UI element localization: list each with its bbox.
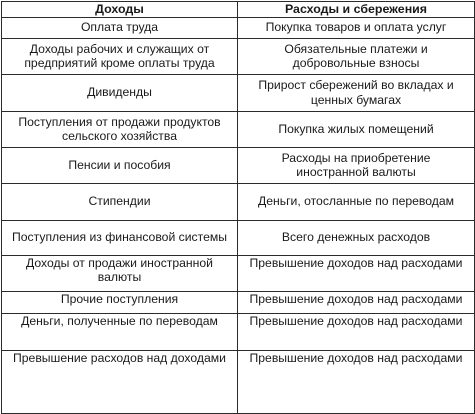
income-cell: Пенсии и пособия — [2, 147, 238, 183]
income-cell: Деньги, полученные по переводам — [2, 313, 238, 350]
table-row — [2, 74, 475, 111]
income-cell: Дивиденды — [2, 74, 238, 111]
expense-cell: Превышение доходов над расходами — [238, 313, 475, 350]
income-expense-table — [1, 1, 475, 414]
income-cell: Поступления из финансовой системы — [2, 220, 238, 255]
expense-cell: Покупка жилых помещений — [238, 111, 475, 147]
table-row — [2, 147, 475, 183]
expense-cell: Деньги, отосланные по переводам — [238, 183, 475, 220]
income-cell: Доходы рабочих и служащих от предприятий кроме оплаты труда — [2, 38, 238, 74]
header-income: Доходы — [2, 2, 238, 18]
table-row — [2, 291, 475, 313]
header-expenses-savings: Расходы и сбережения — [238, 2, 475, 18]
expense-cell: Превышение доходов над расходами — [238, 291, 475, 313]
table-row — [2, 220, 475, 255]
expense-cell: Покупка товаров и оплата услуг — [238, 17, 475, 38]
expense-cell: Превышение доходов над расходами — [238, 350, 475, 413]
table-row — [2, 111, 475, 147]
expense-cell: Превышение доходов над расходами — [238, 255, 475, 291]
table-row — [2, 17, 475, 38]
income-cell: Превышение расходов над доходами — [2, 350, 238, 413]
income-cell: Прочие поступления — [2, 291, 238, 313]
expense-cell: Расходы на приобретение иностранной валюты — [238, 147, 475, 183]
income-cell: Поступления от продажи продуктов сельского хозяйства — [2, 111, 238, 147]
income-cell: Стипендии — [2, 183, 238, 220]
header-row — [2, 2, 475, 18]
expense-cell: Обязательные платежи и добровольные взносы — [238, 38, 475, 74]
income-cell: Оплата труда — [2, 17, 238, 38]
table-row — [2, 255, 475, 291]
table-row — [2, 38, 475, 74]
table-row — [2, 313, 475, 350]
income-cell: Доходы от продажи иностранной валюты — [2, 255, 238, 291]
table-row — [2, 350, 475, 413]
expense-cell: Всего денежных расходов — [238, 220, 475, 255]
expense-cell: Прирост сбережений во вкладах и ценных бумагах — [238, 74, 475, 111]
table-row — [2, 183, 475, 220]
